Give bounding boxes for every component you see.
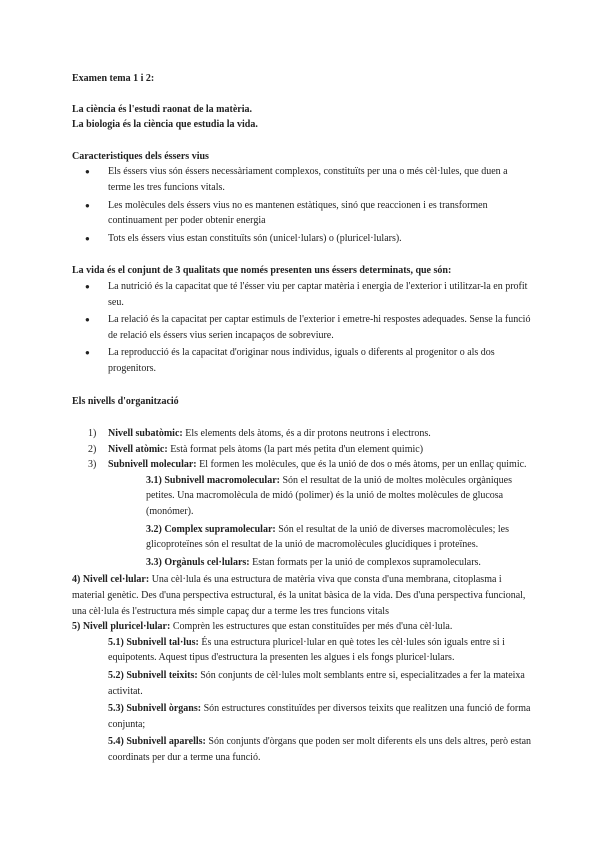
sublevel-term: 5.3) Subnivell òrgans: (108, 703, 202, 715)
levels-list (72, 426, 532, 473)
sublevel-term: 3.1) Subnivell macromolecular: (146, 474, 280, 486)
sublevel-item (146, 473, 532, 520)
level-term: Nivell subatòmic: (108, 428, 183, 440)
level-item (72, 442, 532, 458)
list-item: ● Tots els éssers vius estan constituïts són (unicel·lulars) o (pluricel·lulars). (72, 231, 532, 247)
sublevel-item (108, 734, 532, 765)
level-5 (72, 619, 532, 635)
level-term: Nivell atòmic: (108, 443, 168, 455)
sublevel-text: Són conjunts de cèl·lules molt semblants entre si, especialitzades a fer la mateixa activitat. (108, 670, 525, 697)
sublevel-item (146, 555, 532, 571)
characteristics-list (72, 164, 532, 246)
exam-title: Examen tema 1 i 2: (72, 73, 155, 84)
levels-heading: Els nivells d'organització (72, 395, 179, 407)
sublevels-5 (72, 635, 532, 766)
list-item: ● Les molècules dels éssers vius no es mantenen estàtiques, sinó que reaccionen i es transformen continuament per poder obtenir energia (72, 198, 532, 229)
characteristics-heading: Caracteristiques dels éssers vius (72, 150, 209, 162)
document-page (72, 71, 532, 768)
intro-line-biology: La biologia és la ciència que estudia la vida. (72, 119, 258, 131)
level-number: 1) (88, 428, 97, 440)
list-item: ● La reproducció és la capacitat d'originar nous individus, iguals o diferents al progenitor o als dos progenitors. (72, 345, 532, 376)
sublevel-item (146, 522, 532, 553)
level-number: 3) (88, 459, 97, 471)
sublevel-text: Són el resultat de la unió de diverses macromolècules; les glicoproteïnes són el resultat de la unió de macromolècules glucídiques i proteïnes. (146, 523, 509, 551)
sublevel-term: 5.2) Subnivell teixits: (108, 670, 198, 681)
level-number: 2) (88, 443, 97, 455)
level-term: 4) Nivell cel·lular: (72, 574, 150, 586)
level-text: Els elements dels àtoms, és a dir protons neutrons i electrons. (182, 428, 431, 440)
level-item (72, 457, 532, 473)
list-item: ● La relació és la capacitat per captar estimuls de l'exterior i emetre-hi respostes adequades. Sense la funció de relació els éssers vius serien incapaços de sobreviure. (72, 312, 532, 343)
sublevel-term: 3.3) Orgànuls cel·lulars: (146, 556, 250, 568)
sublevel-item (108, 701, 532, 732)
list-item: ● Els éssers vius són éssers necessàriament complexos, constituïts per una o més cèl·lules, que duen a terme les tres funcions vitals. (72, 164, 532, 195)
sublevels-3 (72, 473, 532, 571)
level-text: Està format pels àtoms (la part més petita d'un element quimic) (167, 443, 424, 455)
sublevel-text: És una estructura pluricel·lular en què totes les cèl·lules són iguals entre si i equipotents. Aquest tipus d'estructura la presenten les algues i els fongs pluricel·lulars. (108, 636, 505, 664)
sublevel-text: Són estructures constituïdes per diversos teixits que realitzen una funció de forma conjunta; (108, 703, 531, 730)
level-item (72, 426, 532, 442)
sublevel-term: 5.4) Subnivell aparells: (108, 736, 206, 748)
level-text: Una cèl·lula és una estructura de matèria viva que consta d'una membrana, citoplasma i material genètic. Des d'una perspectiva estructural, és la unitat bàsica de la vida. Des d'una perspectiva funcional, una cèl·lula és l'estructura més simple capaç dur a terme les tres funcions vitals (72, 574, 526, 617)
life-heading: La vida és el conjunt de 3 qualitats que només presenten uns éssers determinats, que són: (72, 265, 452, 277)
sublevel-text: Estan formats per la unió de complexos supramoleculars. (249, 556, 481, 568)
level-term: 5) Nivell pluricel·lular: (72, 621, 171, 633)
sublevel-term: 3.2) Complex supramolecular: (146, 523, 276, 535)
level-text: Comprèn les estructures que estan constituïdes per més d'una cèl·lula. (170, 621, 453, 633)
sublevel-text: Són el resultat de la unió de moltes molècules orgàniques petites. Una macromolècula de midó (polimer) és la unió de moltes molècules de glucosa (monómer). (146, 474, 512, 518)
life-list (72, 279, 532, 377)
sublevel-item (108, 668, 532, 699)
list-item: ● La nutrició és la capacitat que té l'ésser viu per captar matèria i energia de l'exterior i utilitzar-la en profit seu. (72, 279, 532, 310)
level-4 (72, 572, 532, 619)
intro-line-science: La ciència és l'estudi raonat de la matèria. (72, 103, 252, 115)
sublevel-term: 5.1) Subnivell tal·lus: (108, 636, 199, 648)
level-text: El formen les molècules, que és la unió de dos o més àtoms, per un enllaç quimic. (196, 459, 527, 471)
sublevel-item (108, 635, 532, 666)
sublevel-text: Són conjunts d'òrgans que poden ser molt diferents els uns dels altres, però estan coordinats per dur a terme una funció. (108, 736, 532, 763)
level-term: Subnivell molecular: (108, 459, 197, 471)
